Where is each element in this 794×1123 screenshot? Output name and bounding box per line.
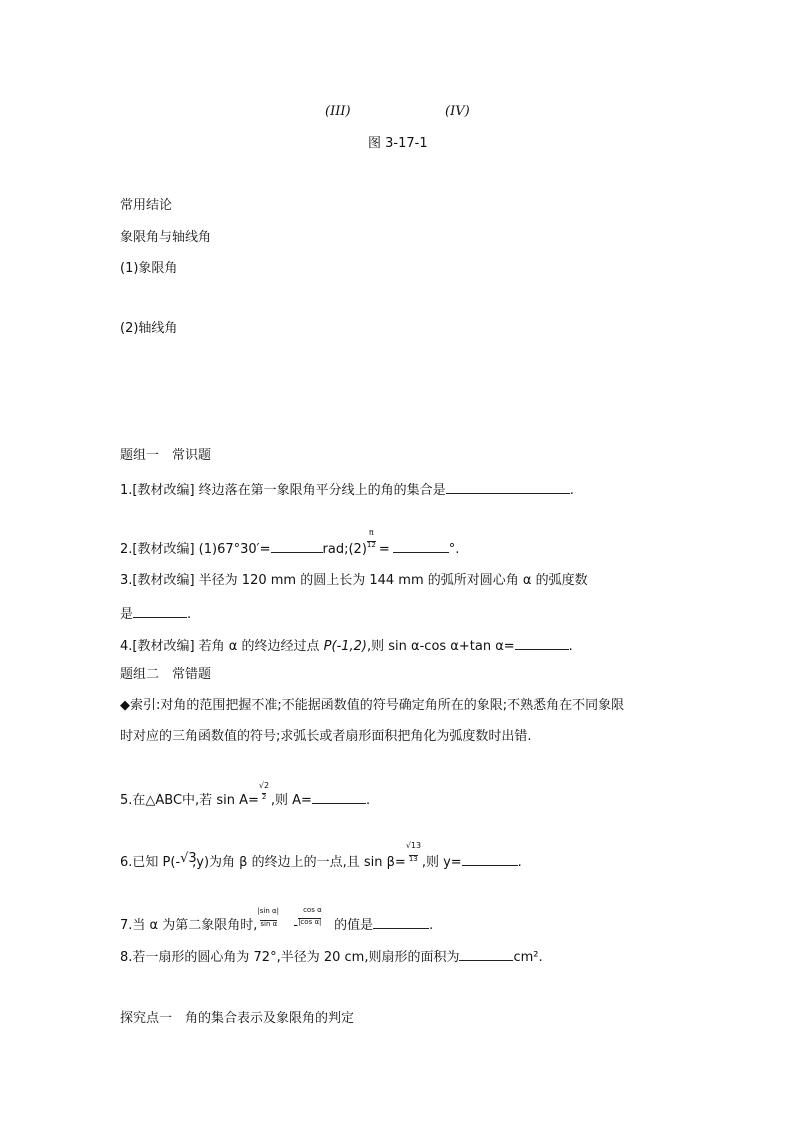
q2-frac-num: π [368,528,374,537]
q7-prefix: 7.当 α 为第二象限角时, [120,918,258,933]
q2-suffix: °. [448,542,460,557]
q4-mid: ,则 sin α-cos α+tan α= [367,639,515,654]
q2-frac-den: 12 [366,541,376,549]
q5-prefix: 5.在△ABC中,若 sin A= [120,793,259,808]
conclusion-item-quadrant: (1)象限角 [120,261,178,276]
q7-minus: - [293,918,299,933]
question-8 [120,948,543,964]
question-3-line2 [120,605,191,621]
conclusion-item-axis: (2)轴线角 [120,321,178,336]
question-6 [120,841,522,870]
question-2 [120,528,460,557]
figure-caption: 图 3-17-1 [368,136,428,151]
q6-mid1: ,y)为角 β 的终边上的一点,且 sin β= [192,855,406,870]
q6-mid2: ,则 y= [421,855,462,870]
conclusions-subheading: 象限角与轴线角 [120,230,212,245]
question-5 [120,781,371,808]
q2-text: 2.[教材改编] (1)67°30′= [120,542,271,557]
question-4 [120,637,573,653]
q8-prefix: 8.若一扇形的圆心角为 72°,半径为 20 cm,则扇形的面积为 [120,950,460,965]
q6-prefix: 6.已知 P(- [120,855,181,870]
question-1 [120,481,574,497]
q4-suffix: . [568,639,573,654]
group1-title: 题组一 常识题 [120,448,212,463]
q7-f1-num: |sin α| [257,907,279,915]
q2-mid: rad;(2) [322,542,367,557]
q5-frac-num: √2 [258,781,270,790]
q6-suffix: . [517,855,522,870]
q8-answer-blank [459,948,513,961]
q5-mid: ,则 A= [270,793,312,808]
explore-title: 探究点一 角的集合表示及象限角的判定 [120,1011,355,1026]
q8-unit: cm² [513,950,539,965]
q7-f2-num: cos α [303,906,322,914]
q6-frac-num: √13 [405,841,422,850]
q6-frac-den: 13 [408,855,418,863]
group2-title: 题组二 常错题 [120,667,212,682]
q7-f1-den: sin α [260,920,278,928]
question-3-line1: 3.[教材改编] 半径为 120 mm 的圆上长为 144 mm 的弧所对圆心角 α 的弧度数 [120,573,588,588]
error-index-line1: ◆索引:对角的范围把握不准;不能据函数值的符号确定角所在的象限;不熟悉角在不同象限 [120,698,625,713]
q4-prefix: 4.[教材改编] 若角 α 的终边经过点 [120,639,324,654]
q7-suffix: . [429,918,434,933]
q3-answer-blank [133,605,187,618]
q8-suffix: . [538,950,543,965]
q1-suffix: . [569,483,574,498]
figure-label-iv: (IV) [445,104,470,119]
q5-suffix: . [365,793,371,808]
q5-frac-den: 2 [261,793,267,801]
q3-prefix: 是 [120,607,134,622]
q2-eq: = [378,542,390,557]
error-index-line2: 时对应的三角函数值的符号;求弧长或者扇形面积把角化为弧度数时出错. [120,729,532,744]
q1-text: 1.[教材改编] 终边落在第一象限角平分线上的角的集合是 [120,483,446,498]
q3-suffix: . [187,607,192,622]
q5-answer-blank [312,791,366,804]
question-7 [120,906,434,933]
q6-answer-blank [462,853,518,866]
q1-answer-blank [446,481,570,494]
figure-label-iii: (III) [325,104,351,119]
q7-f2-den: |cos α| [298,918,322,926]
q4-answer-blank [515,637,569,650]
q2-answer-blank-1 [271,540,323,553]
q7-mid: 的值是 [334,918,374,933]
q7-answer-blank [373,916,429,929]
q2-answer-blank-2 [393,540,449,553]
q4-point: P(-1,2) [323,639,368,654]
conclusions-heading: 常用结论 [120,198,173,213]
q6-root-text: √3 [180,851,197,866]
